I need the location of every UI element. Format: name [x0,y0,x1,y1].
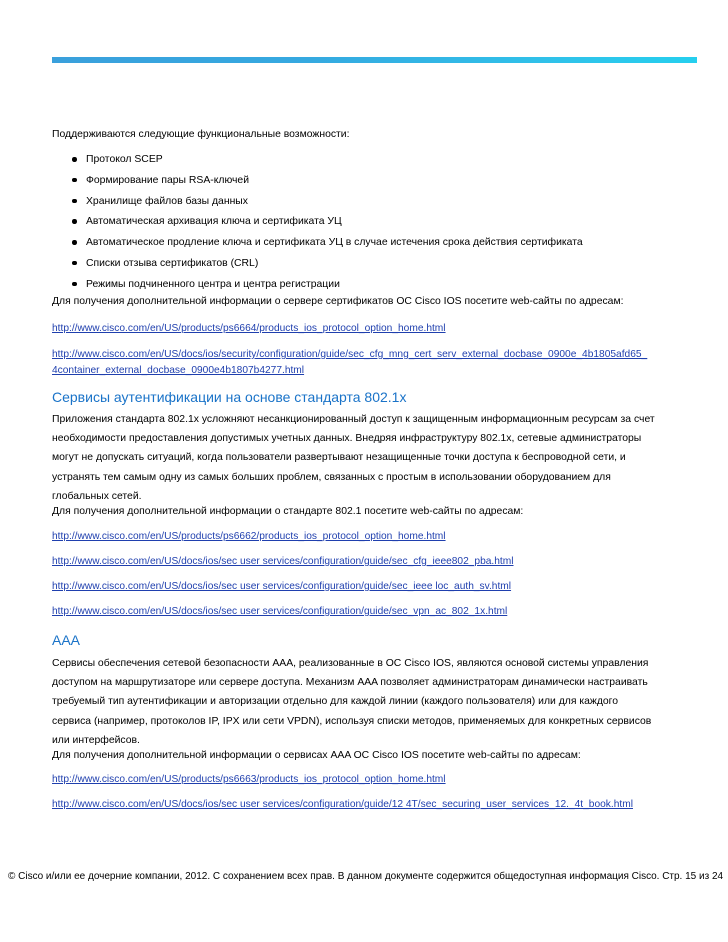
cert-server-link-2-line-2[interactable]: 4container_external_docbase_0900e4b1807b4277.html [52,365,305,376]
bullet-icon [72,219,77,224]
list-item: Режимы подчиненного центра и центра регистрации [52,275,692,296]
aaa-link-2[interactable]: http://www.cisco.com/en/US/docs/ios/sec user services/configuration/guide/12 4T/sec_securing_user_services_12._4t_book.html [52,799,633,810]
list-item: Автоматическая архивация ключа и сертификата УЦ [52,212,692,233]
dot1x-paragraph: Приложения стандарта 802.1x усложняют несанкционированный доступ к защищенным информационным ресурсам за счет необходимости предоставления допустимых учетных данных. Внедряя инфраструктуру 802.1x, сетевые администраторы могут не допускать ситуаций, когда пользователи развертывают незащищенные точки доступа к беспроводной сети, и устранять тем самым одну из самых больших проблем, связанных с простым в использовании оборудованием для глобальных сетей. [52,414,655,502]
dot1x-link-3[interactable]: http://www.cisco.com/en/US/docs/ios/sec user services/configuration/guide/sec_ieee loc_auth_sv.html [52,581,512,592]
header-accent-bar [52,57,697,63]
bullet-icon [72,157,77,162]
bullet-icon [72,261,77,266]
dot1x-link-4[interactable]: http://www.cisco.com/en/US/docs/ios/sec user services/configuration/guide/sec_vpn_ac_802_1x.html [52,606,508,617]
list-item: Списки отзыва сертификатов (CRL) [52,254,692,275]
aaa-more-info: Для получения дополнительной информации о сервисах AAA ОС Cisco IOS посетите web-сайты по адресам: [52,750,581,761]
aaa-link-1[interactable]: http://www.cisco.com/en/US/products/ps6663/products_ios_protocol_option_home.html [52,774,446,785]
section-heading-aaa: AAA [52,632,81,648]
dot1x-more-info: Для получения дополнительной информации о стандарте 802.1 посетите web-сайты по адресам: [52,506,524,517]
bullet-icon [72,240,77,245]
cert-server-link-2-line-1[interactable]: http://www.cisco.com/en/US/docs/ios/security/configuration/guide/sec_cfg_mng_cert_serv_external_docbase_0900e_4b1805afd65_ [52,349,648,360]
bullet-icon [72,199,77,204]
page-footer: © Cisco и/или ее дочерние компании, 2012. С сохранением всех прав. В данном документе содержится общедоступная информация Cisco. Стр. 15 из 24 [8,871,724,882]
features-intro: Поддерживаются следующие функциональные возможности: [52,129,350,140]
dot1x-link-2[interactable]: http://www.cisco.com/en/US/docs/ios/sec user services/configuration/guide/sec_cfg_ieee802_pba.html [52,556,514,567]
list-item: Протокол SCEP [52,150,692,171]
section-heading-802-1x: Сервисы аутентификации на основе стандарта 802.1x [52,389,407,405]
bullet-icon [72,282,77,287]
features-list [52,150,692,296]
list-item: Хранилище файлов базы данных [52,192,692,213]
cert-server-link-1[interactable]: http://www.cisco.com/en/US/products/ps6664/products_ios_protocol_option_home.html [52,323,446,334]
bullet-icon [72,178,77,183]
dot1x-link-1[interactable]: http://www.cisco.com/en/US/products/ps6662/products_ios_protocol_option_home.html [52,531,446,542]
list-item: Автоматическое продление ключа и сертификата УЦ в случае истечения срока действия сертификата [52,233,692,254]
cert-server-more-info: Для получения дополнительной информации о сервере сертификатов ОС Cisco IOS посетите web-сайты по адресам: [52,296,624,307]
list-item: Формирование пары RSA-ключей [52,171,692,192]
aaa-paragraph: Сервисы обеспечения сетевой безопасности AAA, реализованные в ОС Cisco IOS, являются основой системы управления доступом на маршрутизаторе или сервере доступа. Механизм AAA позволяет администраторам динамически настраивать требуемый тип аутентификации и авторизации отдельно для каждой линии (каждого пользователя) или для каждого сервиса (например, протоколов IP, IPX или сети VPDN), используя списки методов, применяемых для конкретных сервисов или интерфейсов. [52,658,652,746]
